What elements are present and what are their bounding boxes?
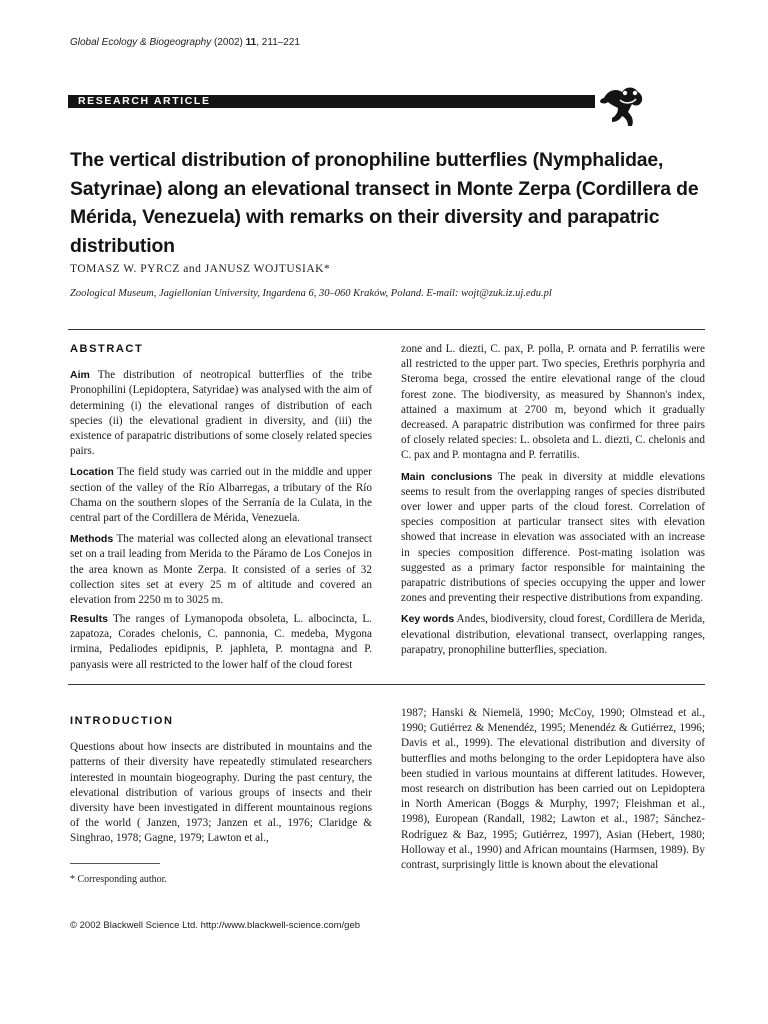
abstract-results	[70, 612, 372, 673]
article-authors: TOMASZ W. PYRCZ and JANUSZ WOJTUSIAK*	[70, 263, 331, 275]
results-label: Results	[70, 613, 108, 625]
copyright-line: © 2002 Blackwell Science Ltd. http://www.blackwell-science.com/geb	[70, 920, 361, 931]
methods-label: Methods	[70, 533, 114, 546]
section-label: RESEARCH ARTICLE	[78, 95, 211, 107]
abstract-heading: ABSTRACT	[70, 343, 144, 355]
abstract-conclusions	[401, 470, 705, 607]
introduction-right-text: 1987; Hanski & Niemelä, 1990; McCoy, 1990; Olmstead et al., 1990; Gutiérrez & Menendéz, 1995; Menendéz & Gutiérrez, 1996; Davis et al., 1999). The elevational distribution and diversity of butterflies and moths belonging to the order Lepidoptera have also been studied in various mountains at different latitudes. However, most research on distribution has been carried out on Lepidoptera in North American (Boggs & Murphy, 1997; Fleishman et al., 1998), European (Randall, 1982; Lawton et al., 1987; Sánchez-Rodríguez & Baz, 1995; Gutiérrez, 1997), Asian (Hebert, 1980; Holloway et al., 1990) and African mountains (Harmsen, 1989). By contrast, surprisingly little is known about the elevational	[401, 707, 705, 872]
conclusions-label: Main conclusions	[401, 470, 493, 483]
journal-name: Global Ecology & Biogeography	[70, 37, 212, 48]
journal-volume: 11	[245, 37, 257, 48]
location-text: The field study was carried out in the middle and upper section of the valley of the Río Albarregas, a tributary of the Río Chama on the southern slopes of the Serranía de la Culata, in the central part of the Cordillera de Mérida, Venezuela.	[70, 466, 372, 525]
article-title: The vertical distribution of pronophiline butterflies (Nymphalidae, Satyrinae) along an elevational transect in Monte Zerpa (Cordillera de Mérida, Venezuela) with remarks on their diversity and parapatric distribution	[70, 149, 699, 257]
introduction-right-column	[401, 706, 705, 879]
abstract-top-rule	[68, 329, 705, 330]
abstract-keywords	[401, 612, 705, 658]
aim-text: The distribution of neotropical butterflies of the tribe Pronophilini (Lepidoptera, Satyridae) was analysed with the aim of determining (i) the elevational ranges of distribution of each species (ii) the elevational gradient in diversity, and (iii) the existence of parapatric distributions of some closely related species pairs.	[70, 369, 372, 458]
aim-label: Aim	[70, 369, 90, 382]
abstract-results-block	[70, 612, 372, 679]
footnote-rule	[70, 863, 160, 864]
article-affiliation: Zoological Museum, Jagiellonian University, Ingardena 6, 30–060 Kraków, Poland. E-mail: wojt@zuk.iz.uj.edu.pl	[70, 288, 552, 299]
conclusions-text: The peak in diversity at middle elevations seems to result from the overlapping ranges of species distributed over lower and upper parts of the cloud forest. Correlation of species composition at particular transect sites with elevation showed that increase in elevation was associated with an increase in species composition difference. Post-mating isolation was suggested as a primary factor responsible for maintaining the parapatric distributions of species occupying the upper and lower zones and preventing their respective distributions from expanding.	[401, 470, 705, 605]
journal-year: (2002)	[213, 37, 243, 48]
abstract-right-column	[401, 342, 705, 664]
methods-text: The material was collected along an elevational transect set on a trail leading from Merida to the Páramo de Los Conejos in the area known as Monte Zerpa. It consisted of a series of 32 collection sites set at every 25 m of altitude and covered an elevation from 2250 m to 3025 m.	[70, 533, 372, 607]
section-label-bar	[68, 95, 595, 108]
keywords-text: Andes, biodiversity, cloud forest, Cordillera de Merida, elevational distribution, elevational transect, overlapping ranges, parapatry, pronophiline butterflies, speciation.	[401, 613, 705, 656]
keywords-label: Key words	[401, 613, 455, 626]
journal-pages: , 211–221	[256, 37, 300, 48]
abstract-left-column	[70, 342, 372, 614]
corresponding-author-footnote: * Corresponding author.	[70, 874, 167, 885]
abstract-location	[70, 465, 372, 526]
abstract-bottom-rule	[68, 684, 705, 685]
abstract-methods	[70, 532, 372, 608]
introduction-left-text: Questions about how insects are distributed in mountains and the patterns of their diversity have repeatedly stimulated researchers interested in mountain biogeography. During the past century, the elevational distribution of various groups of insects and their diversity have been investigated in different mountainous regions of the world ( Janzen, 1973; Janzen et al., 1976; Claridge & Singhrao, 1978; Gagne, 1979; Lawton et al.,	[70, 741, 372, 845]
frog-logo-icon	[598, 82, 646, 128]
introduction-heading: INTRODUCTION	[70, 715, 174, 727]
abstract-aim	[70, 368, 372, 459]
journal-citation	[70, 37, 300, 48]
introduction-left-column	[70, 714, 372, 853]
abstract-results-continued: zone and L. diezti, C. pax, P. polla, P. ornata and P. ferratilis were all restricted to the upper part. Two species, Erethris porphyria and Steroma bega, crossed the entire elevational range of the cloud forest zone. The biodiversity, as measured by Shannon's index, attained a maximum at 2700 m, beyond which it gradually decreased. A parapatric distribution was confirmed for three pairs of closely related species: L. obsoleta and L. diezti, C. chelonis and C. pax and P. montagna and P. ferratilis.	[401, 343, 705, 462]
results-text-visible: The ranges of Lymanopoda obsoleta, L. albocincta, L. zapatoza, Corades chelonis, C. pannonia, C. medeba, Mygona irmina, Pedaliodes epidipnis, P. japhleta, P. montagna and P. panyasis were all restricted to the lower half of the cloud forest	[70, 613, 372, 671]
location-label: Location	[70, 466, 114, 479]
